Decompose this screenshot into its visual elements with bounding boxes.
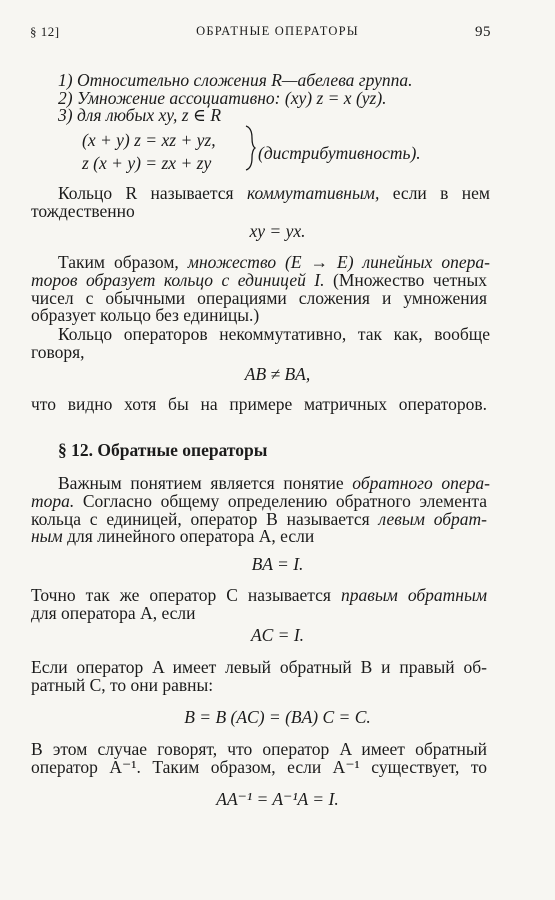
- axiom-1: 1) Относительно сложения R—абелева группа.: [58, 70, 413, 90]
- para2-line-1: Кольцо операторов некоммутативно, так как, вообще: [58, 324, 490, 344]
- para1-line-3: чисел с обычными операциями сложения и умножения: [31, 288, 487, 308]
- section-heading: § 12. Обратные операторы: [58, 440, 268, 460]
- comm-line-2: тождественно: [31, 201, 135, 221]
- para1-line-4: образует кольцо без единицы.): [31, 305, 260, 325]
- para3-line-3: кольца с единицей, оператор B называется левым обрат-: [31, 509, 487, 529]
- para4-line-2: для оператора A, если: [31, 603, 196, 623]
- distributive-eq-1: (x + y) z = xz + yz,: [82, 130, 216, 150]
- para2-line-2: говоря,: [31, 342, 85, 362]
- para1-line-2: торов образует кольцо с единицей I. (Множество четных: [31, 270, 487, 290]
- para4-line-1: Точно так же оператор C называется правым обратным: [31, 585, 487, 605]
- para1-line-1: Таким образом, множество (E → E) линейных опера-: [58, 252, 491, 272]
- para3-equation: BA = I.: [251, 554, 304, 574]
- para6-line-2: оператор A⁻¹. Таким образом, если A⁻¹ существует, то: [31, 757, 487, 777]
- para3-line-1: Важным понятием является понятие обратного опера-: [58, 473, 490, 493]
- para5-line-2: ратный C, то они равны:: [31, 675, 214, 695]
- para3-line-4: ным для линейного оператора A, если: [31, 526, 315, 546]
- brace-icon: [244, 124, 256, 172]
- para6-equation: AA⁻¹ = A⁻¹A = I.: [216, 789, 339, 809]
- para5-equation: B = B (AC) = (BA) C = C.: [184, 707, 371, 727]
- axiom-2: 2) Умножение ассоциативно: (xy) z = x (yz).: [58, 88, 387, 108]
- para2-line-3: что видно хотя бы на примере матричных операторов.: [31, 394, 487, 414]
- para4-equation: AC = I.: [250, 625, 305, 645]
- page-number: 95: [475, 24, 491, 40]
- para5-line-1: Если оператор A имеет левый обратный B и правый об-: [31, 657, 487, 677]
- running-title: ОБРАТНЫЕ ОПЕРАТОРЫ: [196, 24, 359, 38]
- para6-line-1: В этом случае говорят, что оператор A имеет обратный: [31, 739, 487, 759]
- distributivity-label: (дистрибутивность).: [258, 143, 421, 163]
- section-ref: § 12]: [30, 24, 60, 39]
- axiom-3: 3) для любых xy, z ∈ R: [58, 105, 222, 125]
- comm-equation: xy = yx.: [249, 221, 306, 241]
- para3-line-2: тора. Согласно общему определению обратного элемента: [31, 491, 487, 511]
- para2-equation: AB ≠ BA,: [244, 364, 311, 384]
- distributive-eq-2: z (x + y) = zx + zy: [82, 153, 212, 173]
- comm-line-1: Кольцо R называется коммутативным, если в нем: [58, 183, 490, 203]
